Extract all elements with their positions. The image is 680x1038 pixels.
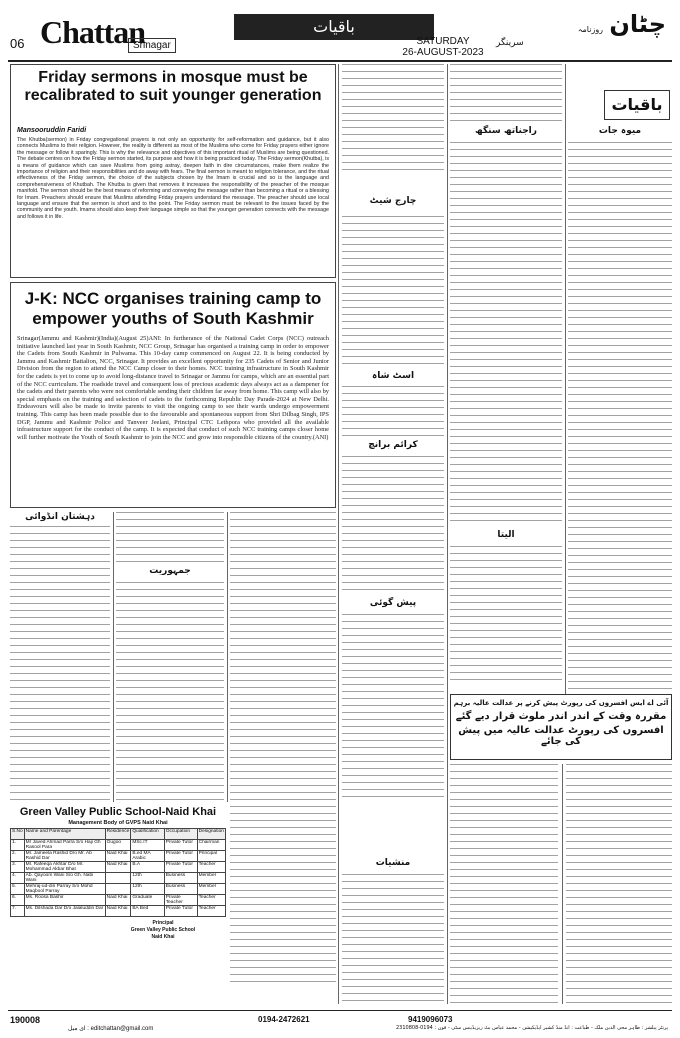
table-cell: B.A (131, 862, 164, 873)
urdu-column-left (10, 512, 110, 802)
footer-phone-1: 0194-2472621 (258, 1015, 310, 1024)
table-row (11, 884, 226, 895)
article-body: Srinagar(Jammu and Kashmir)(India)(August 25)ANI: In furtherance of the National Cadet Corps (NCC) outreach initiative launched last year in South Kashmir, NCC Group, Srinagar has organised a training camp in order to empower the Cadets from South Kashmir in Pulwama. This 10-day camp commenced on August 22. It is being conducted by Jammu and Kashmir Battalion, NCC, Srinagar. It provides an excellent opportunity for 235 Cadets of Senior and Junior Division from the region to attend the NCC Camp closer to their homes. NCC training infrastructure in South Kashmir for the cadets is yet to come up to avoid long-distance travel to Srinagar or Jammu for camps, which are an essential part of the NCC curriculum. The roadside travel and consequent loss of precious academic days always act as a dampener for the cadets and their parents who were not comfortable sending their children far away from home. This camp will also by special emphasis on the training and selection of cadets to the forthcoming Republic Day Parade-2024 at New Delhi. Endeavours will also be made to invite parents to visit the ongoing camp to see their wards undergo empowerment training. This camp has been made possible due to the favourable and spontaneous support from Shri Dilbag Singh, IPS DGP, Jammu and Kashmir Police and Tanveer Jeelani, Principal CTC Lethpora who provided all the available infrastructure support for the conduct of the camp. It is expected that conduct of such NCC training camps closer home will further motivate the Youth of South Kashmir to join the NCC and grow into responsible citizens of the country.(ANI) (17, 335, 329, 441)
column-heading: جمہوریت (149, 566, 191, 576)
urdu-text-block (342, 874, 444, 1002)
table-cell: Ms. Roosa Bashir (24, 895, 105, 906)
table-cell: Mr. Rafeeqa Akhtar D/o Mr. Mohammad Akbar Bhat (24, 862, 105, 873)
footer-phone-2: 9419096073 (408, 1015, 453, 1024)
urdu-text-block (342, 614, 444, 798)
issue-date-value: 26-AUGUST-2023 (402, 47, 484, 58)
urdu-text-block (342, 386, 444, 436)
school-subtitle: Management Body of GVPS Naid Khai (68, 820, 168, 826)
table-cell: 7. (11, 906, 25, 917)
article-title: Friday sermons in mosque must be recalibrated to suit younger generation (24, 69, 322, 104)
table-cell: Teacher (197, 895, 225, 906)
table-cell: 6. (11, 895, 25, 906)
masthead (8, 8, 672, 60)
table-cell: Private Tutor (164, 851, 197, 862)
brand-urdu-text: چٹان (609, 10, 666, 38)
page-number: 06 (10, 36, 25, 51)
col-header: S.No (11, 829, 25, 840)
table-cell: Graduate (131, 895, 164, 906)
urdu-text-block (450, 142, 562, 526)
table-cell: Member (197, 873, 225, 884)
article-body: The Khutba(sermon) in Friday congregational prayers is not only an opportunity for self-reformation and guidance, but it also connects Muslims to their religion. However, the reality is different as most of the Muslims who come for Friday prayers either ignore the message or follow it sparingly. This is why the relevance and objectives of this important ritual of Muslims are being questioned. The debate centres on how the Friday sermon started, its purpose and how it is being practiced today. The Friday sermon(Khutba), is a means of guidance which can save Muslims from going astray, deepen faith in dire circumstances, make them realize the importance of religion and their responsibilities and do away with fears. The final sermon is meant to religion tolerance, and the ritual effectiveness of the Friday sermon, the choice of the subjects chosen by the Imam is crucial and so is the language and comprehensiveness of Khutbah. The Khutba is given that removes it increases the responsibility of the preacher of the mosque manifold. The sermon should be the best means of reforming and conveying the message rather than becoming a ritual or a blessing for Imam. Preachers should ensure that Muslims attending Friday prayers understand the message. The preacher should use local language and ensure that the sermon is short and to the point. The Friday sermon must be relevant to the issues faced by the community and the youth. Imams should also keep their language simple so that the younger generation connects with the message and follows it in life. (17, 137, 329, 220)
table-cell (105, 884, 131, 895)
table-cell: Naid Khai (105, 895, 131, 906)
urdu-text-block (342, 64, 444, 174)
table-cell: 1. (11, 840, 25, 851)
urdu-text-block (450, 64, 562, 124)
urdu-text-block (342, 456, 444, 596)
table-cell: Mr Javed Ahmad Parra S/o Haji Gh Rasool Para (24, 840, 105, 851)
table-cell: Chairman (197, 840, 225, 851)
footer (8, 1010, 672, 1034)
urdu-text-block (568, 142, 672, 690)
table-cell: 12th (131, 873, 164, 884)
table-cell: Ab. Qayoom Wani S/o Gh. Nabi Wani (24, 873, 105, 884)
table-row (11, 873, 226, 884)
divider (113, 512, 114, 802)
table-cell: Mr. Jameela Rashid D/o Mr. Ab Rashid Dar (24, 851, 105, 862)
headline-main: مقررہ وقت کے اندر اندر ملوث قرار دیے گئے (455, 711, 667, 722)
footer-pin: 190008 (10, 1015, 41, 1025)
table-row (11, 851, 226, 862)
school-notice (10, 806, 226, 1006)
edition-urdu: روزنامہ (577, 25, 604, 34)
urdu-text-block (450, 546, 562, 680)
table-row (11, 840, 226, 851)
management-table (10, 828, 226, 917)
signature-line: Naid Khai (151, 934, 175, 940)
urdu-column-rajnath (450, 126, 562, 526)
table-cell: Private Tutor (164, 862, 197, 873)
header-rule (8, 60, 672, 62)
urdu-text-block (10, 526, 110, 802)
column-heading: میوہ جات (598, 126, 642, 136)
urdu-column-top-right (450, 64, 562, 124)
table-row (11, 895, 226, 906)
table-cell: MSc.IT (131, 840, 164, 851)
table-cell: Member (197, 884, 225, 895)
headline-box (450, 694, 672, 760)
table-cell: Gugoo (105, 840, 131, 851)
table-cell: Teacher (197, 906, 225, 917)
urdu-column-prediction (342, 598, 444, 798)
urdu-text-block (116, 512, 224, 562)
table-cell: Naid Khai (105, 906, 131, 917)
brand-urdu (548, 10, 666, 50)
school-title: Green Valley Public School-Naid Khai (19, 806, 217, 818)
headline-sub: افسروں کی رپورٹ عدالت عالیہ میں پیش کی جائے (458, 725, 664, 747)
divider (562, 764, 563, 1004)
table-cell: Principal (197, 851, 225, 862)
column-heading: راجناتھ سنگھ (475, 126, 537, 136)
column-heading: پیش گوئی (369, 598, 417, 608)
section-title: باقیات (234, 14, 434, 40)
column-heading: الیتا (497, 530, 515, 540)
urdu-text-block (342, 216, 444, 366)
table-cell: 12th (131, 884, 164, 895)
column-heading: منشیات (375, 858, 411, 868)
table-cell: Ms. Dilshada Dar D/o Jalaluddin Dar (24, 906, 105, 917)
table-row (11, 906, 226, 917)
table-cell: Business (164, 873, 197, 884)
article-ncc-camp (10, 282, 336, 508)
col-header: Designation (197, 829, 225, 840)
table-cell (105, 873, 131, 884)
urdu-bottom-right-block (450, 764, 672, 1004)
column-heading: باقیات (604, 90, 670, 120)
urdu-text-block (450, 764, 558, 1004)
article-byline: Mansooruddin Faridi (17, 127, 87, 134)
table-row (11, 862, 226, 873)
column-heading: کرائم برانچ (368, 440, 418, 450)
city-urdu: سرینگر (496, 38, 524, 48)
footer-email: ای میل : editchattan@gmail.com (68, 1026, 154, 1032)
column-heading: اسٹ شاہ (371, 371, 415, 381)
table-cell: Business (164, 884, 197, 895)
urdu-column-middle-left (116, 512, 224, 802)
table-cell: 5. (11, 884, 25, 895)
headline-kicker: آئی اے ایس افسروں کی رپورٹ پیش کرنے پر عدالت عالیہ برہم (453, 699, 669, 707)
table-cell: Private Tutor (164, 906, 197, 917)
column-heading: چارج شیٹ (369, 196, 417, 206)
divider (338, 64, 339, 1004)
table-cell: Private Tutor (164, 840, 197, 851)
divider (227, 512, 228, 802)
table-cell: Mehraj-ud-din Parray S/o Mohd Maqbool Parray (24, 884, 105, 895)
col-header: Qualification (131, 829, 164, 840)
signature-line: Green Valley Public School (130, 927, 196, 933)
urdu-column-mid (342, 176, 444, 596)
signature-block (100, 920, 226, 941)
urdu-text-block (116, 582, 224, 802)
urdu-text-block (230, 512, 336, 982)
urdu-column-top (342, 64, 444, 174)
footer-imprint: پرنٹر پبلشر : طاہر محی الدین ملک - طباعت : انڈ منڈ کشیر ایڈیکیشن - محمد عباس بٹ ریزیڈینس سٹی - فون : 0194-2310808 (395, 1025, 668, 1031)
urdu-column-right (568, 64, 672, 690)
urdu-text-block (566, 764, 672, 1004)
col-header: Occupation (164, 829, 197, 840)
signature-line: Principal (152, 920, 174, 926)
table-cell: 4. (11, 873, 25, 884)
col-header: Residence (105, 829, 131, 840)
table-cell: Private Teacher (164, 895, 197, 906)
article-friday-sermons (10, 64, 336, 278)
table-cell: Naid Khai (105, 862, 131, 873)
table-cell: 3. (11, 862, 25, 873)
divider (447, 64, 448, 1004)
table-cell: 2. (11, 851, 25, 862)
divider (565, 64, 566, 694)
table-header-row (11, 829, 226, 840)
urdu-column-center (230, 512, 336, 982)
issue-date (398, 36, 488, 58)
masthead-logo: Chattan (40, 14, 146, 50)
column-heading: دہشتان انڈوائی (25, 512, 95, 522)
col-header: Name and Parentage (24, 829, 105, 840)
issue-day: SATURDAY (416, 36, 470, 47)
article-title: J-K: NCC organises training camp to empower youths of South Kashmir (24, 289, 322, 328)
city-label: Srinagar (128, 38, 176, 53)
table-cell: Naid Khai (105, 851, 131, 862)
urdu-column-drugs (342, 858, 444, 1004)
urdu-column-alita (450, 530, 562, 680)
table-cell: Teacher (197, 862, 225, 873)
table-cell: BA Bed (131, 906, 164, 917)
table-cell: B.ed MA Arabic (131, 851, 164, 862)
